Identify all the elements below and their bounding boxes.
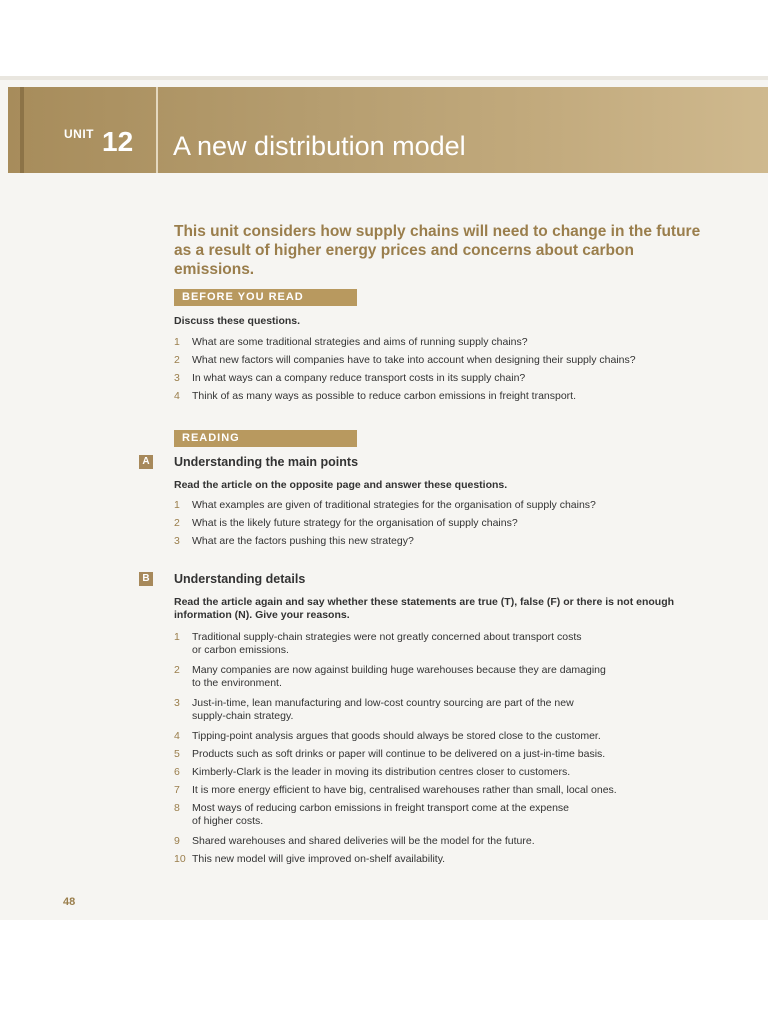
item-number: 7	[174, 784, 180, 796]
before-you-read-instruction: Discuss these questions.	[174, 315, 301, 327]
section-b-badge: B	[139, 572, 153, 586]
item-number: 4	[174, 390, 180, 402]
list-item	[174, 336, 528, 349]
item-text: Most ways of reducing carbon emissions in freight transport come at the expense	[192, 802, 570, 814]
item-number: 2	[174, 354, 180, 366]
item-text: It is more energy efficient to have big, centralised warehouses rather than small, local ones.	[192, 784, 617, 796]
list-item	[174, 697, 574, 723]
item-number: 1	[174, 336, 180, 348]
banner-accent-strip	[20, 87, 24, 173]
item-text-continued: or carbon emissions.	[192, 644, 289, 656]
item-number: 9	[174, 835, 180, 847]
list-item	[174, 517, 518, 530]
list-item	[174, 664, 606, 690]
page-number: 48	[63, 896, 76, 908]
item-number: 3	[174, 535, 180, 547]
section-a-title: Understanding the main points	[174, 455, 359, 469]
item-text: Products such as soft drinks or paper will continue to be delivered on a just-in-time basis.	[192, 748, 606, 760]
unit-label: UNIT	[64, 127, 94, 141]
item-number: 1	[174, 631, 180, 643]
item-text: This new model will give improved on-shelf availability.	[192, 853, 446, 865]
item-text-continued: to the environment.	[192, 677, 282, 689]
list-item	[174, 748, 605, 761]
item-text: Think of as many ways as possible to reduce carbon emissions in freight transport.	[192, 390, 577, 402]
page-title: A new distribution model	[173, 131, 466, 161]
section-a-badge: A	[139, 455, 153, 469]
item-text: What examples are given of traditional strategies for the organisation of supply chains?	[192, 499, 596, 511]
item-number: 5	[174, 748, 180, 760]
item-text: Kimberly-Clark is the leader in moving its distribution centres closer to customers.	[192, 766, 571, 778]
reading-heading: READING	[174, 430, 357, 447]
item-text: What is the likely future strategy for the organisation of supply chains?	[192, 517, 518, 529]
list-item	[174, 784, 617, 797]
list-item	[174, 766, 570, 779]
section-b-instruction: Read the article again and say whether these statements are true (T), false (F) or there is not enough information (N). Give your reasons.	[174, 596, 675, 621]
item-text: What are some traditional strategies and aims of running supply chains?	[192, 336, 528, 348]
list-item	[174, 853, 445, 866]
item-number: 1	[174, 499, 180, 511]
section-b-title: Understanding details	[174, 572, 306, 586]
item-text: Just-in-time, lean manufacturing and low-cost country sourcing are part of the new	[192, 697, 574, 709]
item-text-continued: of higher costs.	[192, 815, 264, 827]
list-item	[174, 535, 414, 548]
item-text: Tipping-point analysis argues that goods should always be stored close to the customer.	[192, 730, 601, 742]
list-item	[174, 802, 569, 828]
list-item	[174, 499, 596, 512]
list-item	[174, 631, 581, 657]
item-number: 6	[174, 766, 180, 778]
item-text: What new factors will companies have to take into account when designing their supply chains?	[192, 354, 636, 366]
list-item	[174, 730, 601, 743]
item-number: 3	[174, 372, 180, 384]
unit-intro: This unit considers how supply chains will need to change in the future as a result of higher energy prices and concerns about carbon emissions.	[174, 223, 701, 278]
item-number: 2	[174, 517, 180, 529]
item-number: 10	[174, 853, 186, 865]
item-text: Shared warehouses and shared deliveries will be the model for the future.	[192, 835, 535, 847]
item-text: Traditional supply-chain strategies were not greatly concerned about transport costs	[192, 631, 582, 643]
banner-divider	[156, 87, 158, 173]
item-number: 4	[174, 730, 180, 742]
item-number: 8	[174, 802, 180, 814]
list-item	[174, 372, 525, 385]
item-text: Many companies are now against building huge warehouses because they are damaging	[192, 664, 606, 676]
item-number: 3	[174, 697, 180, 709]
unit-number: 12	[102, 126, 134, 157]
item-number: 2	[174, 664, 180, 676]
section-a-instruction: Read the article on the opposite page and answer these questions.	[174, 479, 508, 491]
item-text: In what ways can a company reduce transport costs in its supply chain?	[192, 372, 526, 384]
item-text: What are the factors pushing this new strategy?	[192, 535, 414, 547]
list-item	[174, 390, 576, 403]
before-you-read-heading: BEFORE YOU READ	[174, 289, 357, 306]
list-item	[174, 835, 535, 848]
list-item	[174, 354, 636, 367]
item-text-continued: supply-chain strategy.	[192, 710, 294, 722]
